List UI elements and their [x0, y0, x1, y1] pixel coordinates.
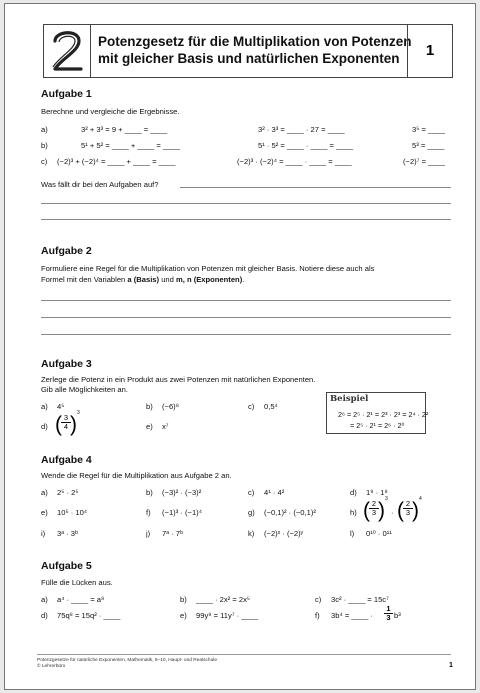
task4g-label: g): [248, 508, 255, 517]
fraction-numerator: 1: [386, 604, 391, 613]
task3a-label: a): [41, 402, 48, 411]
example-line1: 2⁶ = 2⁵ · 2¹ = 2³ · 2³ = 2⁴ · 2²: [338, 410, 429, 419]
footer-line-2: © Lehrerbüro: [37, 664, 66, 669]
example-box: [326, 392, 429, 434]
answer-line[interactable]: [180, 187, 451, 188]
task4b-expr: (−3)² · (−3)²: [162, 488, 202, 497]
task4b-label: b): [146, 488, 153, 497]
answer-line[interactable]: [41, 334, 451, 335]
task2-line2-mid: und: [161, 275, 174, 284]
task4h-label: h): [350, 508, 357, 517]
open-paren: (: [363, 499, 370, 522]
task3d-exponent: 3: [77, 410, 80, 416]
task4g-expr: (−0,1)² · (−0,1)²: [264, 508, 316, 517]
task4l-expr: 0¹⁰ · 0¹¹: [366, 529, 392, 538]
task5f-label: f): [315, 611, 320, 620]
task1-instruction: Berechne und vergleiche die Ergebnisse.: [41, 107, 180, 116]
task3-heading: Aufgabe 3: [41, 358, 92, 370]
task1a-label: a): [41, 125, 48, 134]
task3-line2: Gib alle Möglichkeiten an.: [41, 385, 128, 394]
task1-heading: Aufgabe 1: [41, 88, 92, 100]
worksheet-title: [98, 33, 412, 67]
task3b-expr: (−6)⁸: [162, 402, 179, 411]
task5-instruction: Fülle die Lücken aus.: [41, 578, 113, 587]
fraction-denominator: 3: [369, 508, 379, 517]
task2-var-exponents: m, n (Exponenten): [175, 275, 243, 284]
task3c-label: c): [248, 402, 255, 411]
task5f-expr-end: b³: [394, 611, 401, 620]
task2-line2-end: .: [242, 275, 245, 284]
fraction-numerator: 2: [371, 499, 377, 508]
header-page-number: 1: [407, 25, 452, 77]
fraction-denominator: 4: [61, 422, 71, 431]
footer-divider: [37, 654, 451, 655]
task1b-sum: 5¹ + 5² = ____ + ____ = ____: [81, 141, 180, 150]
answer-line[interactable]: [41, 203, 451, 204]
task5a-label: a): [41, 595, 48, 604]
example-label: Beispiel: [330, 394, 369, 404]
task5e-label: e): [180, 611, 187, 620]
task1c-sum: (−2)³ + (−2)⁴ = ____ + ____ = ____: [57, 157, 176, 166]
open-paren: (: [55, 413, 62, 436]
task5b-label: b): [180, 595, 187, 604]
task3e-expr: x⁷: [162, 422, 169, 431]
task1b-product: 5¹ · 5² = ____ · ____ = ____: [258, 141, 353, 150]
task5e-expr: 99y⁹ = 11y⁷ · ____: [196, 611, 259, 620]
task5f-expr: 3b⁴ = ____ ·: [331, 611, 373, 620]
task5-heading: Aufgabe 5: [41, 560, 92, 572]
task4i-expr: 3ᵃ · 3ᵇ: [57, 529, 78, 538]
task5d-expr: 75q⁸ = 15q² · ____: [57, 611, 121, 620]
task2-heading: Aufgabe 2: [41, 245, 92, 257]
task5f-fraction: [384, 605, 393, 622]
task3-line1: Zerlege die Potenz in ein Produkt aus zwei Potenzen mit natürlichen Exponenten.: [41, 375, 316, 384]
close-paren: ): [378, 499, 385, 522]
task4f-label: f): [146, 508, 151, 517]
task5c-expr: 3c² · ____ = 15c⁷: [331, 595, 389, 604]
answer-line[interactable]: [41, 219, 451, 220]
task1b-power: 5³ = ____: [412, 141, 445, 150]
task4-instruction: Wende die Regel für die Multiplikation aus Aufgabe 2 an.: [41, 471, 232, 480]
task4c-label: c): [248, 488, 255, 497]
task1a-power: 3⁵ = ____: [412, 125, 445, 134]
task3b-label: b): [146, 402, 153, 411]
task1-question: Was fällt dir bei den Aufgaben auf?: [41, 180, 159, 189]
footer-credits: [37, 658, 217, 670]
task1c-power: (−2)⁷ = ____: [403, 157, 446, 166]
task4k-expr: (−2)ˣ · (−2)ʸ: [264, 529, 304, 538]
task2-line2: [41, 275, 244, 284]
task1a-sum: 3² + 3³ = 9 + ____ = ____: [81, 125, 168, 134]
fraction-numerator: 3: [63, 413, 69, 422]
task4j-expr: 7ᵃ · 7ᵇ: [162, 529, 183, 538]
chapter-number-graphic: [47, 27, 87, 75]
task3a-expr: 4⁵: [57, 402, 65, 411]
task5c-label: c): [315, 595, 322, 604]
title-line-1: Potenzgesetz für die Multiplikation von Potenzen: [98, 34, 412, 49]
task4k-label: k): [248, 529, 255, 538]
open-paren: (: [397, 499, 404, 522]
task2-line2-prefix: Formel mit den Variablen: [41, 275, 126, 284]
task5d-label: d): [41, 611, 48, 620]
task4e-label: e): [41, 508, 48, 517]
chapter-number-box: [44, 25, 91, 77]
close-paren: ): [412, 499, 419, 522]
task3d-label: d): [41, 422, 48, 431]
task5a-expr: a⁴ · ____ = a⁸: [57, 595, 105, 604]
footer-line-1: Potenzgesetze für natürliche Exponenten, Mathematik, 5–10, Haupt- und Realschule: [37, 658, 217, 663]
task1b-label: b): [41, 141, 48, 150]
task4l-label: l): [350, 529, 355, 538]
answer-line[interactable]: [41, 317, 451, 318]
footer-page-number: 1: [449, 662, 453, 669]
title-line-2: mit gleicher Basis und natürlichen Exponenten: [98, 51, 400, 66]
task4-heading: Aufgabe 4: [41, 454, 92, 466]
task4e-expr: 10⁵ · 10⁴: [57, 508, 88, 517]
close-paren: ): [70, 413, 77, 436]
task5b-expr: ____ · 2x² = 2x⁵: [196, 595, 251, 604]
task4f-expr: (−1)³ · (−1)⁴: [162, 508, 202, 517]
fraction-denominator: 3: [384, 613, 393, 622]
task4d-expr: 1⁹ · 1⁸: [366, 488, 388, 497]
task4d-label: d): [350, 488, 357, 497]
worksheet-header: [43, 24, 453, 78]
task4a-label: a): [41, 488, 48, 497]
task4a-expr: 2⁵ · 2⁵: [57, 488, 79, 497]
answer-line[interactable]: [41, 300, 451, 301]
task4h-exponent2: 4: [419, 496, 422, 502]
multiply-dot: ·: [391, 508, 394, 517]
task4j-label: j): [146, 529, 151, 538]
fraction-denominator: 3: [403, 508, 413, 517]
fraction-numerator: 2: [405, 499, 411, 508]
task1c-product: (−2)³ · (−2)⁴ = ____ · ____ = ____: [237, 157, 352, 166]
task1a-product: 3² · 3³ = ____ · 27 = ____: [258, 125, 345, 134]
task4c-expr: 4¹ · 4²: [264, 488, 285, 497]
task3c-expr: 0,5⁴: [264, 402, 278, 411]
example-line2: = 2⁵ · 2¹ = 2⁶ · 2⁰: [350, 421, 405, 430]
worksheet-page: [4, 3, 476, 690]
task3e-label: e): [146, 422, 153, 431]
task2-line1: Formuliere eine Regel für die Multiplikation von Potenzen mit gleicher Basis. Notiere diese auch als: [41, 264, 375, 273]
task4h-exponent1: 3: [385, 496, 388, 502]
task1c-label: c): [41, 157, 48, 166]
task2-var-basis: a (Basis): [127, 275, 160, 284]
task4i-label: i): [41, 529, 46, 538]
